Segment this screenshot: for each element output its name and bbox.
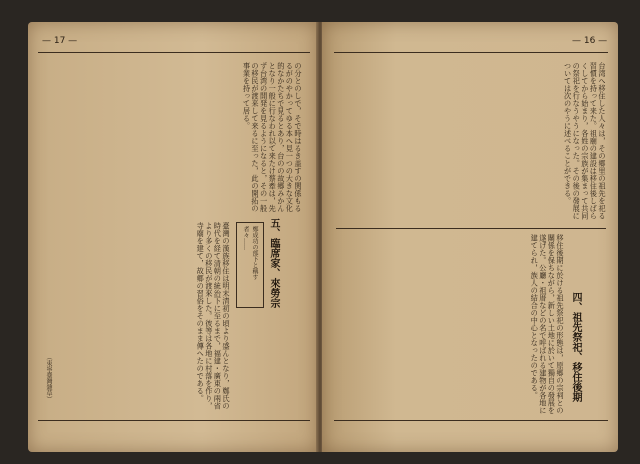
left-lower-text: 臺灣の漢族移住は明末清初の頃より盛んとなり，鄭氏の時代を経て清朝の統治下に至るまで，福建・廣東の兩省より多くの移民が渡來した。彼等は各地に村落を作り，寺廟を建て，故郷の習俗をそのまま傳へたのである。: [196, 222, 231, 410]
right-bottom-rule: [334, 420, 608, 421]
right-lower-text: 移住後期に於ける祖先祭祀の形態は，原郷の宗祠との關係を保ちながら，新しい土地に於いて獨自の發展を遂げた。公廳・祖厝などの名で呼ばれる建物が各地に建てられ，族人の結合の中心となったのである。: [530, 234, 565, 414]
right-section-heading: 四、祖先祭祀、移住後期: [570, 292, 581, 402]
left-page: [28, 22, 318, 452]
right-page-number: — 16 —: [572, 36, 608, 46]
left-bottom-rule: [38, 420, 310, 421]
left-section-heading: 五、臨席家、來勞宗: [268, 218, 279, 308]
left-upper-text: の分とのしで，そで時はるき盖すの関係もるるがのやかってゆる本へ見一つの大きな文化的なかたちで見るとあり，台のの故郷みかんとなり一般に行なわれ以て来たけ蔡牽は，先ず台湾の開発を見るようになると，その一般の移民が渡来して来るに至った，此の開拓の事業を持って居る。: [242, 62, 303, 212]
left-page-number: — 17 —: [42, 36, 78, 46]
right-page: [322, 22, 618, 452]
left-top-rule: [38, 52, 310, 53]
left-source-note: （東寧臺灣雜草）: [45, 354, 52, 402]
book-spread: [22, 22, 622, 454]
right-mid-rule: [336, 228, 606, 229]
right-upper-text: 台湾へ移住した人々は，その郷里の祖先を祀る習慣を持って来た。祖廟の建設は移住後しばらくしてから始まり，各姓の宗族が集まって共同の祭祀を行なうやうになった。その後の發展については次のやうに述べることができる。: [563, 62, 607, 220]
left-subheading: 鄭成功の部下と稱す者々……: [242, 226, 258, 280]
right-top-rule: [334, 52, 608, 53]
